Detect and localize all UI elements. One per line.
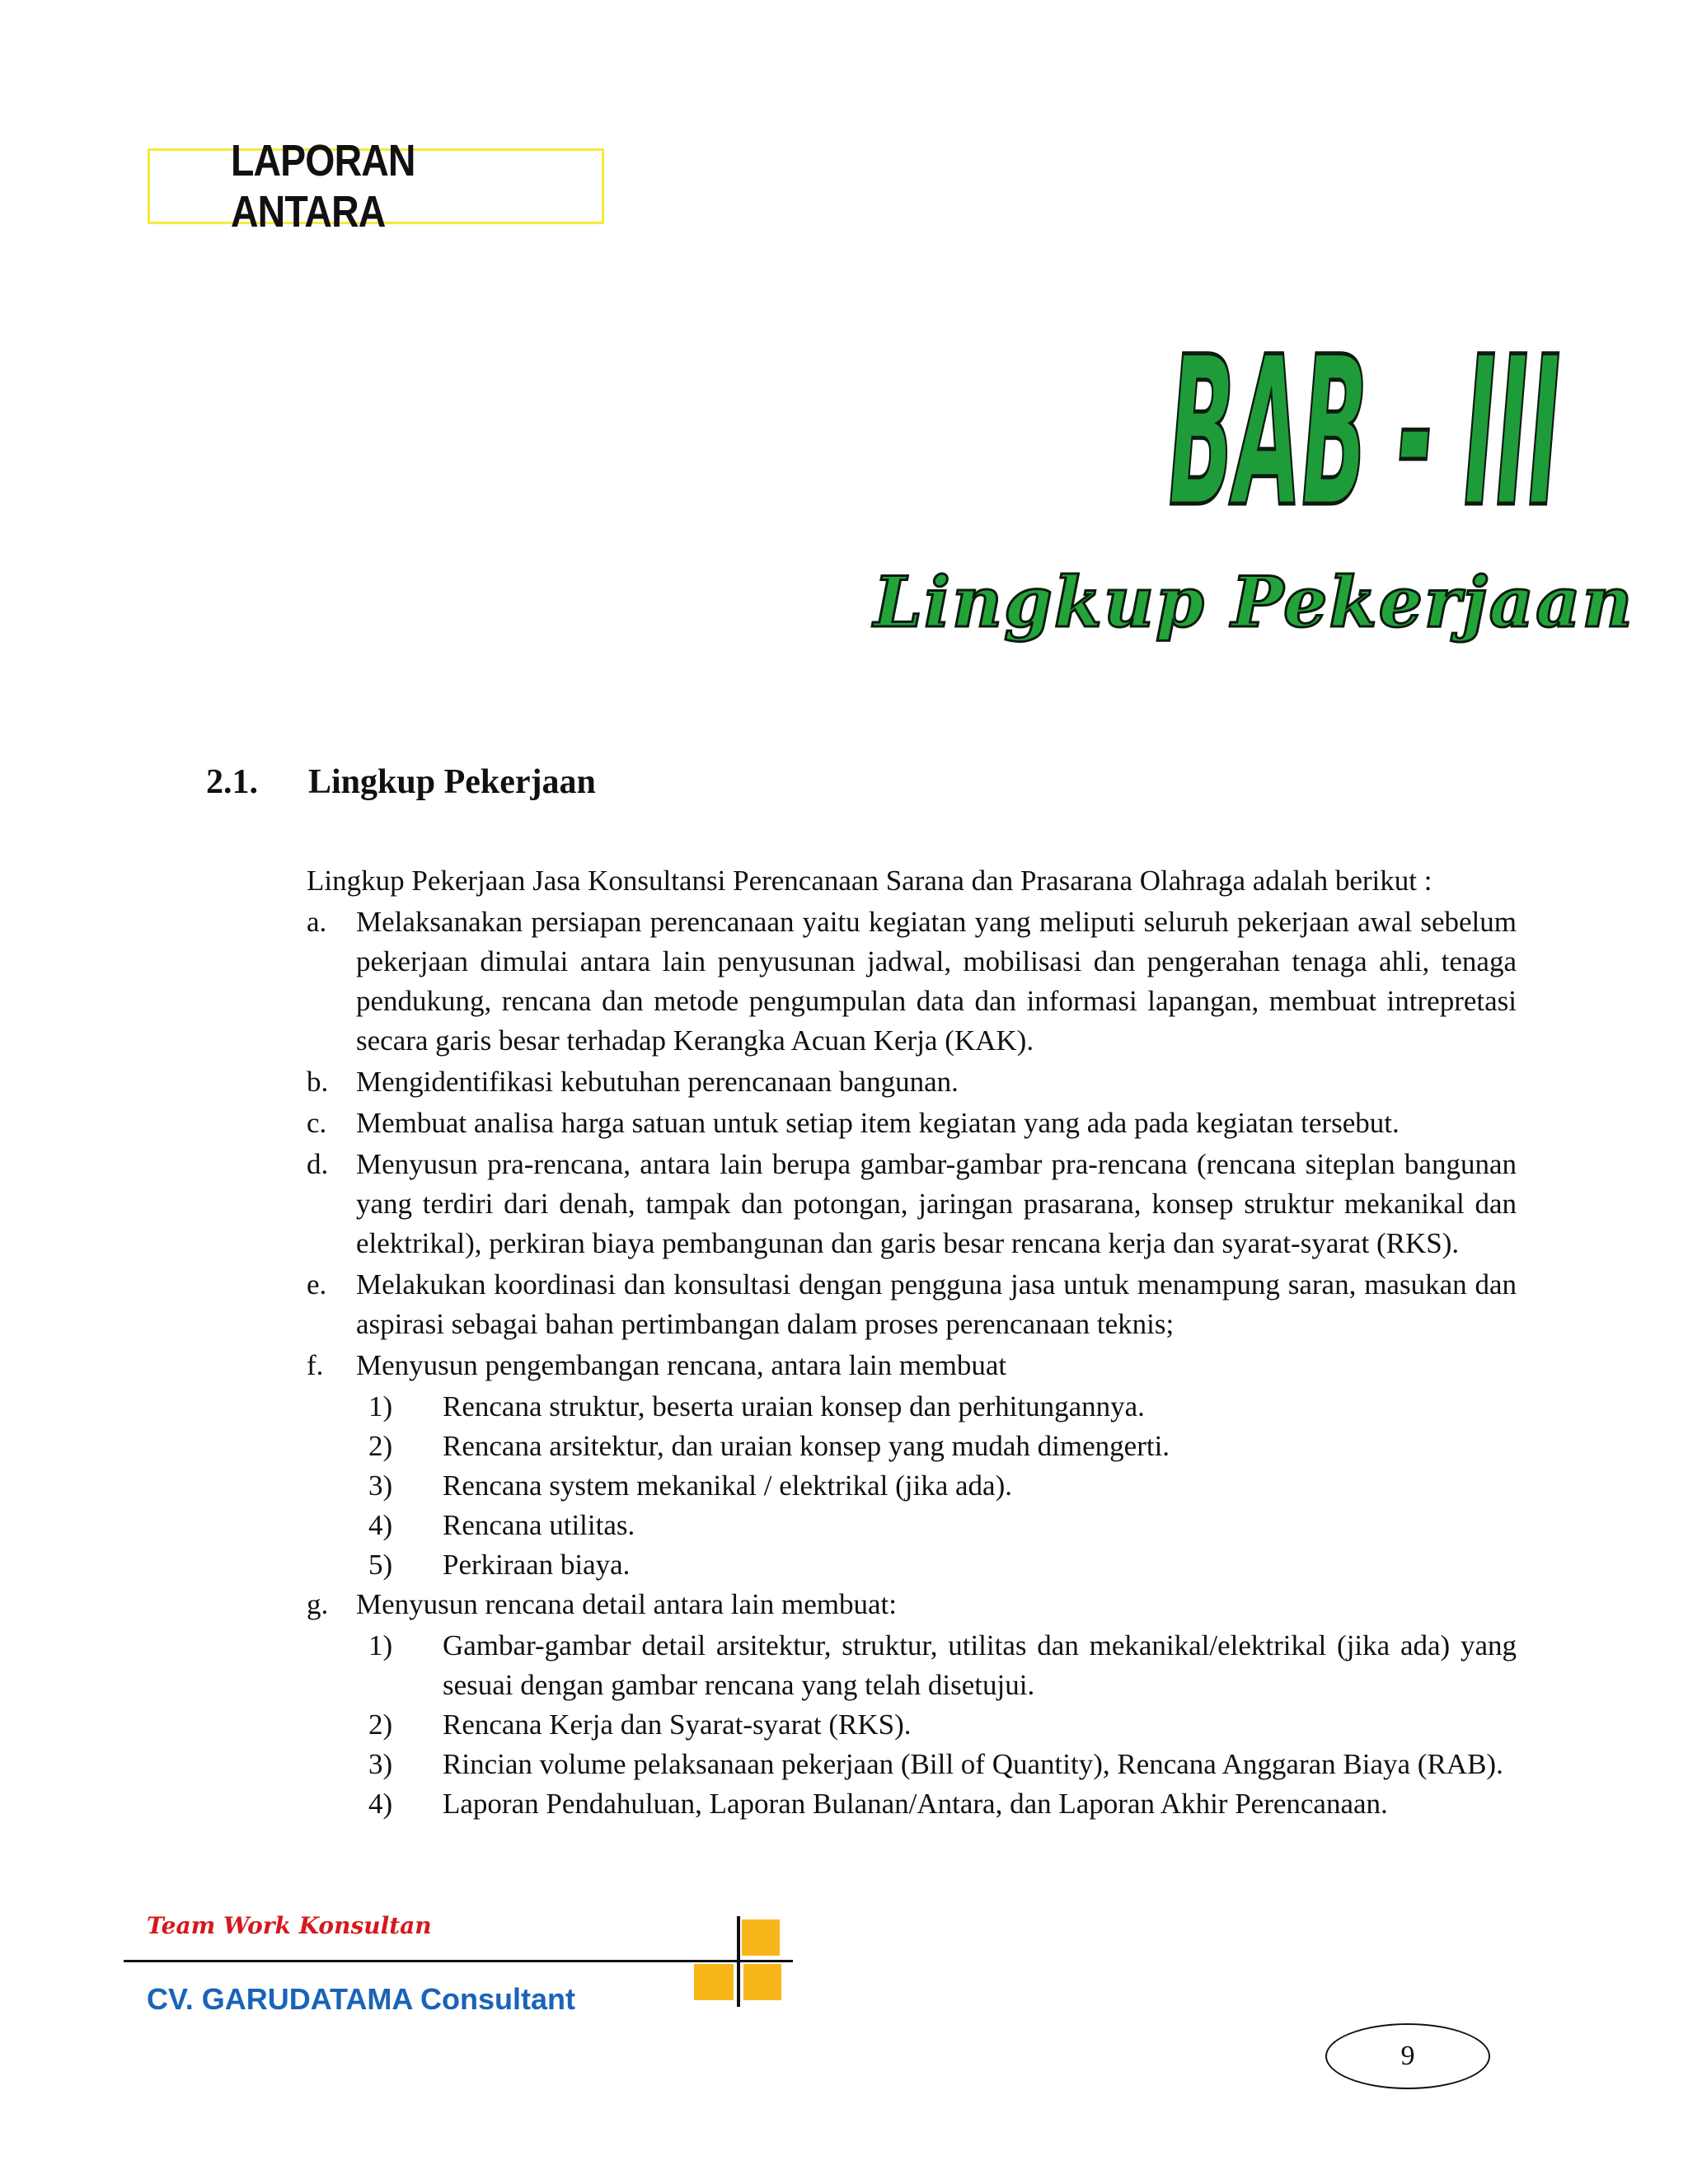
- sub-list-item-marker: 3): [368, 1469, 393, 1502]
- list-item-text: Mengidentifikasi kebutuhan perencanaan bangunan.: [356, 1066, 959, 1098]
- sub-list-item: [368, 1705, 1517, 1745]
- scope-list: [307, 902, 1517, 1824]
- list-item: [307, 1346, 1517, 1385]
- list-item-text: Membuat analisa harga satuan untuk setiap item kegiatan yang ada pada kegiatan tersebut.: [356, 1107, 1400, 1139]
- sub-list-item: [368, 1466, 1517, 1506]
- sub-list-item: [368, 1545, 1517, 1585]
- team-label: Team Work Konsultan: [147, 1912, 432, 1939]
- list-item-marker: c.: [307, 1107, 327, 1139]
- list-item-text: Menyusun rencana detail antara lain membuat:: [356, 1588, 897, 1620]
- list-item: [307, 1104, 1517, 1143]
- sub-list-item: [368, 1427, 1517, 1466]
- report-type-box: [148, 136, 604, 237]
- section-title: Lingkup Pekerjaan: [308, 763, 596, 801]
- sub-list-item-marker: 2): [368, 1430, 393, 1462]
- footer-rule: [124, 1960, 793, 1962]
- sub-list-item-text: Rincian volume pelaksanaan pekerjaan (Bill of Quantity), Rencana Anggaran Biaya (RAB).: [443, 1748, 1503, 1780]
- logo-square-top: [742, 1919, 780, 1956]
- sub-list-item-marker: 1): [368, 1390, 393, 1422]
- page-number: [1325, 2023, 1490, 2089]
- report-type-title: LAPORAN ANTARA: [231, 136, 415, 237]
- list-item: [307, 1062, 1517, 1102]
- section-heading: [206, 762, 596, 802]
- sub-list-item-marker: 4): [368, 1788, 393, 1820]
- list-item: [307, 1265, 1517, 1344]
- sub-list-item-text: Perkiraan biaya.: [443, 1549, 631, 1581]
- list-item-text: Menyusun pra-rencana, antara lain berupa gambar-gambar pra-rencana (rencana siteplan bangunan yang terdiri dari denah, tampak dan potongan, jaringan prasarana, konsep struktur mekanikal dan elektrikal), perkiran biaya pembangunan dan garis besar rencana kerja dan syarat-syarat (RKS).: [356, 1148, 1517, 1259]
- list-item-marker: d.: [307, 1148, 329, 1180]
- logo-square-bottom-right: [743, 1964, 781, 2000]
- list-item-text: Melakukan koordinasi dan konsultasi dengan pengguna jasa untuk menampung saran, masukan dan aspirasi sebagai bahan pertimbangan dalam proses perencanaan teknis;: [356, 1268, 1517, 1340]
- sub-list-item: [368, 1784, 1517, 1824]
- page-number-text: 9: [1400, 2041, 1415, 2071]
- sub-list-item-marker: 4): [368, 1509, 393, 1541]
- list-item-marker: e.: [307, 1268, 327, 1301]
- sub-list-item-text: Rencana arsitektur, dan uraian konsep yang mudah dimengerti.: [443, 1430, 1170, 1462]
- sub-list-item-text: Rencana struktur, beserta uraian konsep dan perhitungannya.: [443, 1390, 1145, 1422]
- list-item-marker: g.: [307, 1588, 329, 1620]
- sub-list-item-text: Rencana utilitas.: [443, 1509, 635, 1541]
- chapter-label: BAB - III: [1169, 312, 1561, 552]
- list-item-text: Menyusun pengembangan rencana, antara lain membuat: [356, 1349, 1007, 1381]
- sub-list-item: [368, 1387, 1517, 1427]
- chapter-subtitle: Lingkup Pekerjaan: [874, 561, 1634, 643]
- list-item-marker: b.: [307, 1066, 329, 1098]
- list-item-marker: f.: [307, 1349, 324, 1381]
- list-item: [307, 1585, 1517, 1624]
- list-item-marker: a.: [307, 906, 327, 938]
- sub-list-item-text: Laporan Pendahuluan, Laporan Bulanan/Antara, dan Laporan Akhir Perencanaan.: [443, 1788, 1388, 1820]
- sub-list-item-text: Rencana system mekanikal / elektrikal (jika ada).: [443, 1469, 1012, 1502]
- sub-list-item-text: Gambar-gambar detail arsitektur, struktur, utilitas dan mekanikal/elektrikal (jika ada) yang sesuai dengan gambar rencana yang telah disetujui.: [443, 1629, 1517, 1701]
- sub-list-item: [368, 1745, 1517, 1784]
- list-item: [307, 902, 1517, 1061]
- sub-list-item: [368, 1506, 1517, 1545]
- section-number: 2.1.: [206, 763, 258, 801]
- intro-paragraph: Lingkup Pekerjaan Jasa Konsultansi Perencanaan Sarana dan Prasarana Olahraga adalah berikut :: [307, 865, 1432, 897]
- sub-list-item: [368, 1626, 1517, 1705]
- sub-list-item-marker: 2): [368, 1708, 393, 1741]
- list-item: [307, 1145, 1517, 1263]
- company-name: CV. GARUDATAMA Consultant: [147, 1982, 575, 2016]
- sub-list-item-marker: 1): [368, 1629, 393, 1661]
- body-text: [307, 861, 1517, 1824]
- sub-list-item-text: Rencana Kerja dan Syarat-syarat (RKS).: [443, 1708, 912, 1741]
- sub-list-item-marker: 5): [368, 1549, 393, 1581]
- company-logo: [694, 1916, 793, 2007]
- logo-square-bottom-left: [694, 1964, 734, 2000]
- sub-list-item-marker: 3): [368, 1748, 393, 1780]
- list-item-text: Melaksanakan persiapan perencanaan yaitu kegiatan yang meliputi seluruh pekerjaan awal sebelum pekerjaan dimulai antara lain penyusunan jadwal, mobilisasi dan pengerahan tenaga ahli, tenaga pendukung, rencana dan metode pengumpulan data dan informasi lapangan, membuat intrepretasi secara garis besar terhadap Kerangka Acuan Kerja (KAK).: [356, 906, 1517, 1057]
- logo-bar: [737, 1916, 740, 2007]
